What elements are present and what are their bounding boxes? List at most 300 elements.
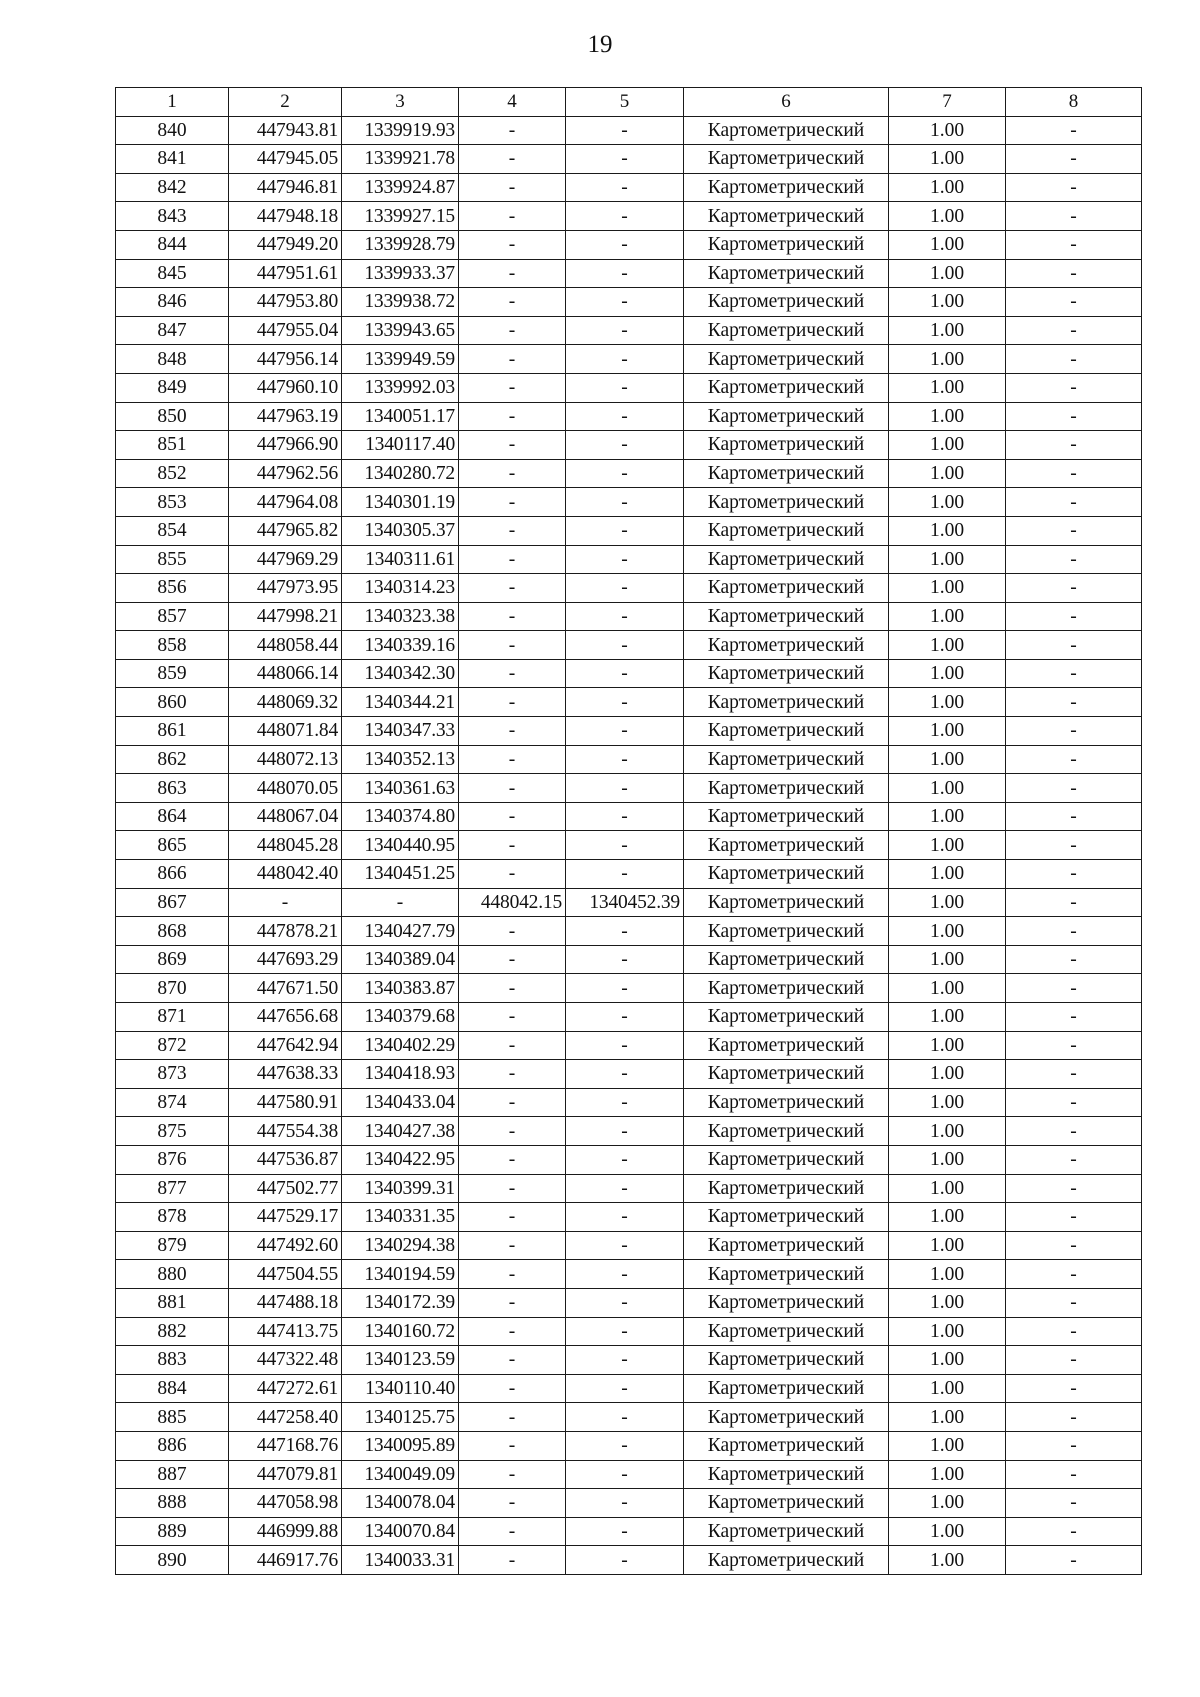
table-row [116,1517,1142,1546]
x-coord-cell: 447953.80 [229,288,342,317]
x-coord-cell: 447536.87 [229,1145,342,1174]
description-cell: - [1006,488,1142,517]
new-x-coord-cell: - [459,602,566,631]
accuracy-cell: 1.00 [889,1260,1006,1289]
method-cell: Картометрический [684,1145,889,1174]
table-row [116,1060,1142,1089]
y-coord-cell: 1340051.17 [342,402,459,431]
table-row [116,1431,1142,1460]
table-row [116,1489,1142,1518]
accuracy-cell: 1.00 [889,745,1006,774]
new-x-coord-cell: - [459,459,566,488]
y-coord-cell: 1339921.78 [342,145,459,174]
point-number-cell: 882 [116,1317,229,1346]
accuracy-cell: 1.00 [889,373,1006,402]
method-cell: Картометрический [684,1517,889,1546]
method-cell: Картометрический [684,373,889,402]
method-cell: Картометрический [684,345,889,374]
point-number-cell: 849 [116,373,229,402]
x-coord-cell: 448071.84 [229,717,342,746]
description-cell: - [1006,602,1142,631]
new-x-coord-cell: - [459,173,566,202]
new-y-coord-cell: - [566,1517,684,1546]
header-cell: 8 [1006,88,1142,117]
point-number-cell: 851 [116,431,229,460]
new-x-coord-cell: - [459,516,566,545]
x-coord-cell: 448067.04 [229,802,342,831]
point-number-cell: 861 [116,717,229,746]
method-cell: Картометрический [684,288,889,317]
new-y-coord-cell: - [566,688,684,717]
table-row [116,431,1142,460]
method-cell: Картометрический [684,402,889,431]
y-coord-cell: 1340418.93 [342,1060,459,1089]
new-x-coord-cell: - [459,1374,566,1403]
table-row [116,173,1142,202]
description-cell: - [1006,1517,1142,1546]
x-coord-cell: 447413.75 [229,1317,342,1346]
x-coord-cell: 447969.29 [229,545,342,574]
table-row [116,917,1142,946]
x-coord-cell: 447529.17 [229,1203,342,1232]
point-number-cell: 859 [116,659,229,688]
method-cell: Картометрический [684,631,889,660]
table-row [116,1231,1142,1260]
new-x-coord-cell: - [459,802,566,831]
point-number-cell: 846 [116,288,229,317]
y-coord-cell: 1339949.59 [342,345,459,374]
point-number-cell: 866 [116,860,229,889]
description-cell: - [1006,1203,1142,1232]
x-coord-cell: 447943.81 [229,116,342,145]
method-cell: Картометрический [684,831,889,860]
x-coord-cell: 448058.44 [229,631,342,660]
point-number-cell: 876 [116,1145,229,1174]
new-x-coord-cell: - [459,1174,566,1203]
description-cell: - [1006,831,1142,860]
accuracy-cell: 1.00 [889,831,1006,860]
point-number-cell: 842 [116,173,229,202]
y-coord-cell: 1340194.59 [342,1260,459,1289]
y-coord-cell: 1339919.93 [342,116,459,145]
new-x-coord-cell: - [459,545,566,574]
point-number-cell: 875 [116,1117,229,1146]
description-cell: - [1006,1489,1142,1518]
method-cell: Картометрический [684,1174,889,1203]
point-number-cell: 863 [116,774,229,803]
x-coord-cell: 446917.76 [229,1546,342,1575]
new-y-coord-cell: - [566,459,684,488]
y-coord-cell: 1340427.79 [342,917,459,946]
method-cell: Картометрический [684,1431,889,1460]
table-row [116,202,1142,231]
method-cell: Картометрический [684,145,889,174]
accuracy-cell: 1.00 [889,1203,1006,1232]
new-y-coord-cell: - [566,602,684,631]
y-coord-cell: 1340383.87 [342,974,459,1003]
accuracy-cell: 1.00 [889,1288,1006,1317]
new-x-coord-cell: - [459,831,566,860]
description-cell: - [1006,1288,1142,1317]
point-number-cell: 858 [116,631,229,660]
accuracy-cell: 1.00 [889,230,1006,259]
table-row [116,1174,1142,1203]
y-coord-cell: 1340339.16 [342,631,459,660]
method-cell: Картометрический [684,459,889,488]
method-cell: Картометрический [684,945,889,974]
method-cell: Картометрический [684,860,889,889]
header-cell: 3 [342,88,459,117]
point-number-cell: 865 [116,831,229,860]
new-x-coord-cell: - [459,774,566,803]
description-cell: - [1006,259,1142,288]
new-x-coord-cell: - [459,1260,566,1289]
new-x-coord-cell: - [459,1203,566,1232]
description-cell: - [1006,631,1142,660]
description-cell: - [1006,745,1142,774]
new-x-coord-cell: - [459,202,566,231]
y-coord-cell: 1340033.31 [342,1546,459,1575]
x-coord-cell: 447492.60 [229,1231,342,1260]
point-number-cell: 877 [116,1174,229,1203]
header-cell: 1 [116,88,229,117]
method-cell: Картометрический [684,717,889,746]
x-coord-cell: 448072.13 [229,745,342,774]
accuracy-cell: 1.00 [889,402,1006,431]
y-coord-cell: 1339927.15 [342,202,459,231]
description-cell: - [1006,345,1142,374]
description-cell: - [1006,860,1142,889]
accuracy-cell: 1.00 [889,1031,1006,1060]
new-y-coord-cell: - [566,316,684,345]
page-number: 19 [587,31,613,58]
y-coord-cell: 1340379.68 [342,1003,459,1032]
point-number-cell: 844 [116,230,229,259]
accuracy-cell: 1.00 [889,574,1006,603]
new-y-coord-cell: - [566,860,684,889]
y-coord-cell: 1340160.72 [342,1317,459,1346]
description-cell: - [1006,545,1142,574]
new-x-coord-cell: - [459,1031,566,1060]
method-cell: Картометрический [684,1489,889,1518]
new-y-coord-cell: - [566,230,684,259]
x-coord-cell: 447168.76 [229,1431,342,1460]
y-coord-cell: 1340427.38 [342,1117,459,1146]
method-cell: Картометрический [684,259,889,288]
new-y-coord-cell: - [566,1546,684,1575]
method-cell: Картометрический [684,202,889,231]
y-coord-cell: 1340301.19 [342,488,459,517]
description-cell: - [1006,1460,1142,1489]
x-coord-cell: 448069.32 [229,688,342,717]
y-coord-cell: 1340070.84 [342,1517,459,1546]
accuracy-cell: 1.00 [889,488,1006,517]
point-number-cell: 889 [116,1517,229,1546]
x-coord-cell: 447272.61 [229,1374,342,1403]
x-coord-cell: 447965.82 [229,516,342,545]
accuracy-cell: 1.00 [889,1517,1006,1546]
table-row [116,459,1142,488]
table-row [116,688,1142,717]
table-row [116,259,1142,288]
x-coord-cell: 447955.04 [229,316,342,345]
y-coord-cell: 1340331.35 [342,1203,459,1232]
y-coord-cell: 1340078.04 [342,1489,459,1518]
point-number-cell: 880 [116,1260,229,1289]
point-number-cell: 848 [116,345,229,374]
new-x-coord-cell: - [459,574,566,603]
method-cell: Картометрический [684,488,889,517]
description-cell: - [1006,917,1142,946]
method-cell: Картометрический [684,1088,889,1117]
y-coord-cell: 1339928.79 [342,230,459,259]
x-coord-cell: 447948.18 [229,202,342,231]
y-coord-cell: 1339933.37 [342,259,459,288]
description-cell: - [1006,802,1142,831]
point-number-cell: 883 [116,1346,229,1375]
y-coord-cell: 1339992.03 [342,373,459,402]
accuracy-cell: 1.00 [889,917,1006,946]
new-y-coord-cell: - [566,1460,684,1489]
new-y-coord-cell: - [566,545,684,574]
table-row [116,1288,1142,1317]
method-cell: Картометрический [684,116,889,145]
y-coord-cell: 1340342.30 [342,659,459,688]
x-coord-cell: 447960.10 [229,373,342,402]
description-cell: - [1006,230,1142,259]
new-y-coord-cell: 1340452.39 [566,888,684,917]
accuracy-cell: 1.00 [889,1088,1006,1117]
point-number-cell: 845 [116,259,229,288]
description-cell: - [1006,1060,1142,1089]
accuracy-cell: 1.00 [889,1403,1006,1432]
accuracy-cell: 1.00 [889,1317,1006,1346]
new-y-coord-cell: - [566,1117,684,1146]
y-coord-cell: 1340440.95 [342,831,459,860]
point-number-cell: 888 [116,1489,229,1518]
description-cell: - [1006,202,1142,231]
x-coord-cell: 448070.05 [229,774,342,803]
new-y-coord-cell: - [566,488,684,517]
table-row [116,145,1142,174]
method-cell: Картометрический [684,516,889,545]
accuracy-cell: 1.00 [889,145,1006,174]
new-y-coord-cell: - [566,574,684,603]
x-coord-cell: 447502.77 [229,1174,342,1203]
table-row [116,345,1142,374]
x-coord-cell: 447058.98 [229,1489,342,1518]
point-number-cell: 857 [116,602,229,631]
accuracy-cell: 1.00 [889,1003,1006,1032]
new-x-coord-cell: - [459,745,566,774]
new-x-coord-cell: - [459,1317,566,1346]
new-x-coord-cell: - [459,259,566,288]
description-cell: - [1006,888,1142,917]
accuracy-cell: 1.00 [889,888,1006,917]
x-coord-cell: 447638.33 [229,1060,342,1089]
x-coord-cell: 447656.68 [229,1003,342,1032]
new-y-coord-cell: - [566,373,684,402]
y-coord-cell: 1340095.89 [342,1431,459,1460]
header-cell: 6 [684,88,889,117]
point-number-cell: 873 [116,1060,229,1089]
description-cell: - [1006,688,1142,717]
table-row [116,831,1142,860]
accuracy-cell: 1.00 [889,1060,1006,1089]
x-coord-cell: 447998.21 [229,602,342,631]
description-cell: - [1006,459,1142,488]
accuracy-cell: 1.00 [889,288,1006,317]
new-x-coord-cell: - [459,1145,566,1174]
x-coord-cell: - [229,888,342,917]
table-row [116,1374,1142,1403]
new-y-coord-cell: - [566,831,684,860]
accuracy-cell: 1.00 [889,1374,1006,1403]
new-y-coord-cell: - [566,1060,684,1089]
x-coord-cell: 448066.14 [229,659,342,688]
description-cell: - [1006,574,1142,603]
table-row [116,1546,1142,1575]
new-y-coord-cell: - [566,259,684,288]
header-cell: 5 [566,88,684,117]
y-coord-cell: 1340049.09 [342,1460,459,1489]
y-coord-cell: 1340344.21 [342,688,459,717]
description-cell: - [1006,1174,1142,1203]
method-cell: Картометрический [684,230,889,259]
description-cell: - [1006,974,1142,1003]
new-y-coord-cell: - [566,745,684,774]
accuracy-cell: 1.00 [889,345,1006,374]
point-number-cell: 841 [116,145,229,174]
x-coord-cell: 447966.90 [229,431,342,460]
method-cell: Картометрический [684,1288,889,1317]
table-row [116,602,1142,631]
point-number-cell: 856 [116,574,229,603]
table-row [116,631,1142,660]
point-number-cell: 867 [116,888,229,917]
x-coord-cell: 447671.50 [229,974,342,1003]
point-number-cell: 840 [116,116,229,145]
y-coord-cell: 1340361.63 [342,774,459,803]
accuracy-cell: 1.00 [889,173,1006,202]
new-y-coord-cell: - [566,1260,684,1289]
method-cell: Картометрический [684,316,889,345]
new-y-coord-cell: - [566,974,684,1003]
table-row [116,316,1142,345]
new-x-coord-cell: - [459,945,566,974]
description-cell: - [1006,1260,1142,1289]
method-cell: Картометрический [684,1460,889,1489]
table-row [116,574,1142,603]
point-number-cell: 862 [116,745,229,774]
new-x-coord-cell: - [459,917,566,946]
point-number-cell: 887 [116,1460,229,1489]
y-coord-cell: 1340374.80 [342,802,459,831]
new-y-coord-cell: - [566,1003,684,1032]
new-y-coord-cell: - [566,116,684,145]
coordinates-table [115,87,1142,1575]
method-cell: Картометрический [684,745,889,774]
accuracy-cell: 1.00 [889,516,1006,545]
y-coord-cell: 1340311.61 [342,545,459,574]
new-x-coord-cell: - [459,1003,566,1032]
table-row [116,116,1142,145]
accuracy-cell: 1.00 [889,1346,1006,1375]
method-cell: Картометрический [684,659,889,688]
method-cell: Картометрический [684,1546,889,1575]
description-cell: - [1006,1374,1142,1403]
point-number-cell: 850 [116,402,229,431]
accuracy-cell: 1.00 [889,1231,1006,1260]
point-number-cell: 879 [116,1231,229,1260]
accuracy-cell: 1.00 [889,1431,1006,1460]
new-y-coord-cell: - [566,1403,684,1432]
y-coord-cell: 1340433.04 [342,1088,459,1117]
x-coord-cell: 447079.81 [229,1460,342,1489]
accuracy-cell: 1.00 [889,1460,1006,1489]
x-coord-cell: 447554.38 [229,1117,342,1146]
table-row [116,774,1142,803]
method-cell: Картометрический [684,1260,889,1289]
description-cell: - [1006,516,1142,545]
x-coord-cell: 447973.95 [229,574,342,603]
table-row [116,717,1142,746]
new-y-coord-cell: - [566,774,684,803]
method-cell: Картометрический [684,545,889,574]
accuracy-cell: 1.00 [889,602,1006,631]
table-row [116,1145,1142,1174]
new-y-coord-cell: - [566,1145,684,1174]
table-row [116,1088,1142,1117]
new-x-coord-cell: - [459,1088,566,1117]
table-row [116,1003,1142,1032]
method-cell: Картометрический [684,173,889,202]
description-cell: - [1006,659,1142,688]
method-cell: Картометрический [684,602,889,631]
x-coord-cell: 446999.88 [229,1517,342,1546]
header-cell: 7 [889,88,1006,117]
y-coord-cell: 1340280.72 [342,459,459,488]
accuracy-cell: 1.00 [889,802,1006,831]
point-number-cell: 871 [116,1003,229,1032]
y-coord-cell: 1340172.39 [342,1288,459,1317]
table-row [116,1403,1142,1432]
y-coord-cell: 1340323.38 [342,602,459,631]
method-cell: Картометрический [684,1060,889,1089]
y-coord-cell: 1340352.13 [342,745,459,774]
point-number-cell: 872 [116,1031,229,1060]
method-cell: Картометрический [684,1317,889,1346]
description-cell: - [1006,145,1142,174]
description-cell: - [1006,717,1142,746]
new-x-coord-cell: - [459,1460,566,1489]
new-y-coord-cell: - [566,1231,684,1260]
accuracy-cell: 1.00 [889,116,1006,145]
accuracy-cell: 1.00 [889,631,1006,660]
description-cell: - [1006,431,1142,460]
table-row [116,888,1142,917]
new-y-coord-cell: - [566,1431,684,1460]
new-y-coord-cell: - [566,1288,684,1317]
new-y-coord-cell: - [566,402,684,431]
new-y-coord-cell: - [566,1489,684,1518]
description-cell: - [1006,173,1142,202]
description-cell: - [1006,774,1142,803]
method-cell: Картометрический [684,431,889,460]
table-row [116,745,1142,774]
new-x-coord-cell: - [459,1403,566,1432]
new-x-coord-cell: - [459,1546,566,1575]
